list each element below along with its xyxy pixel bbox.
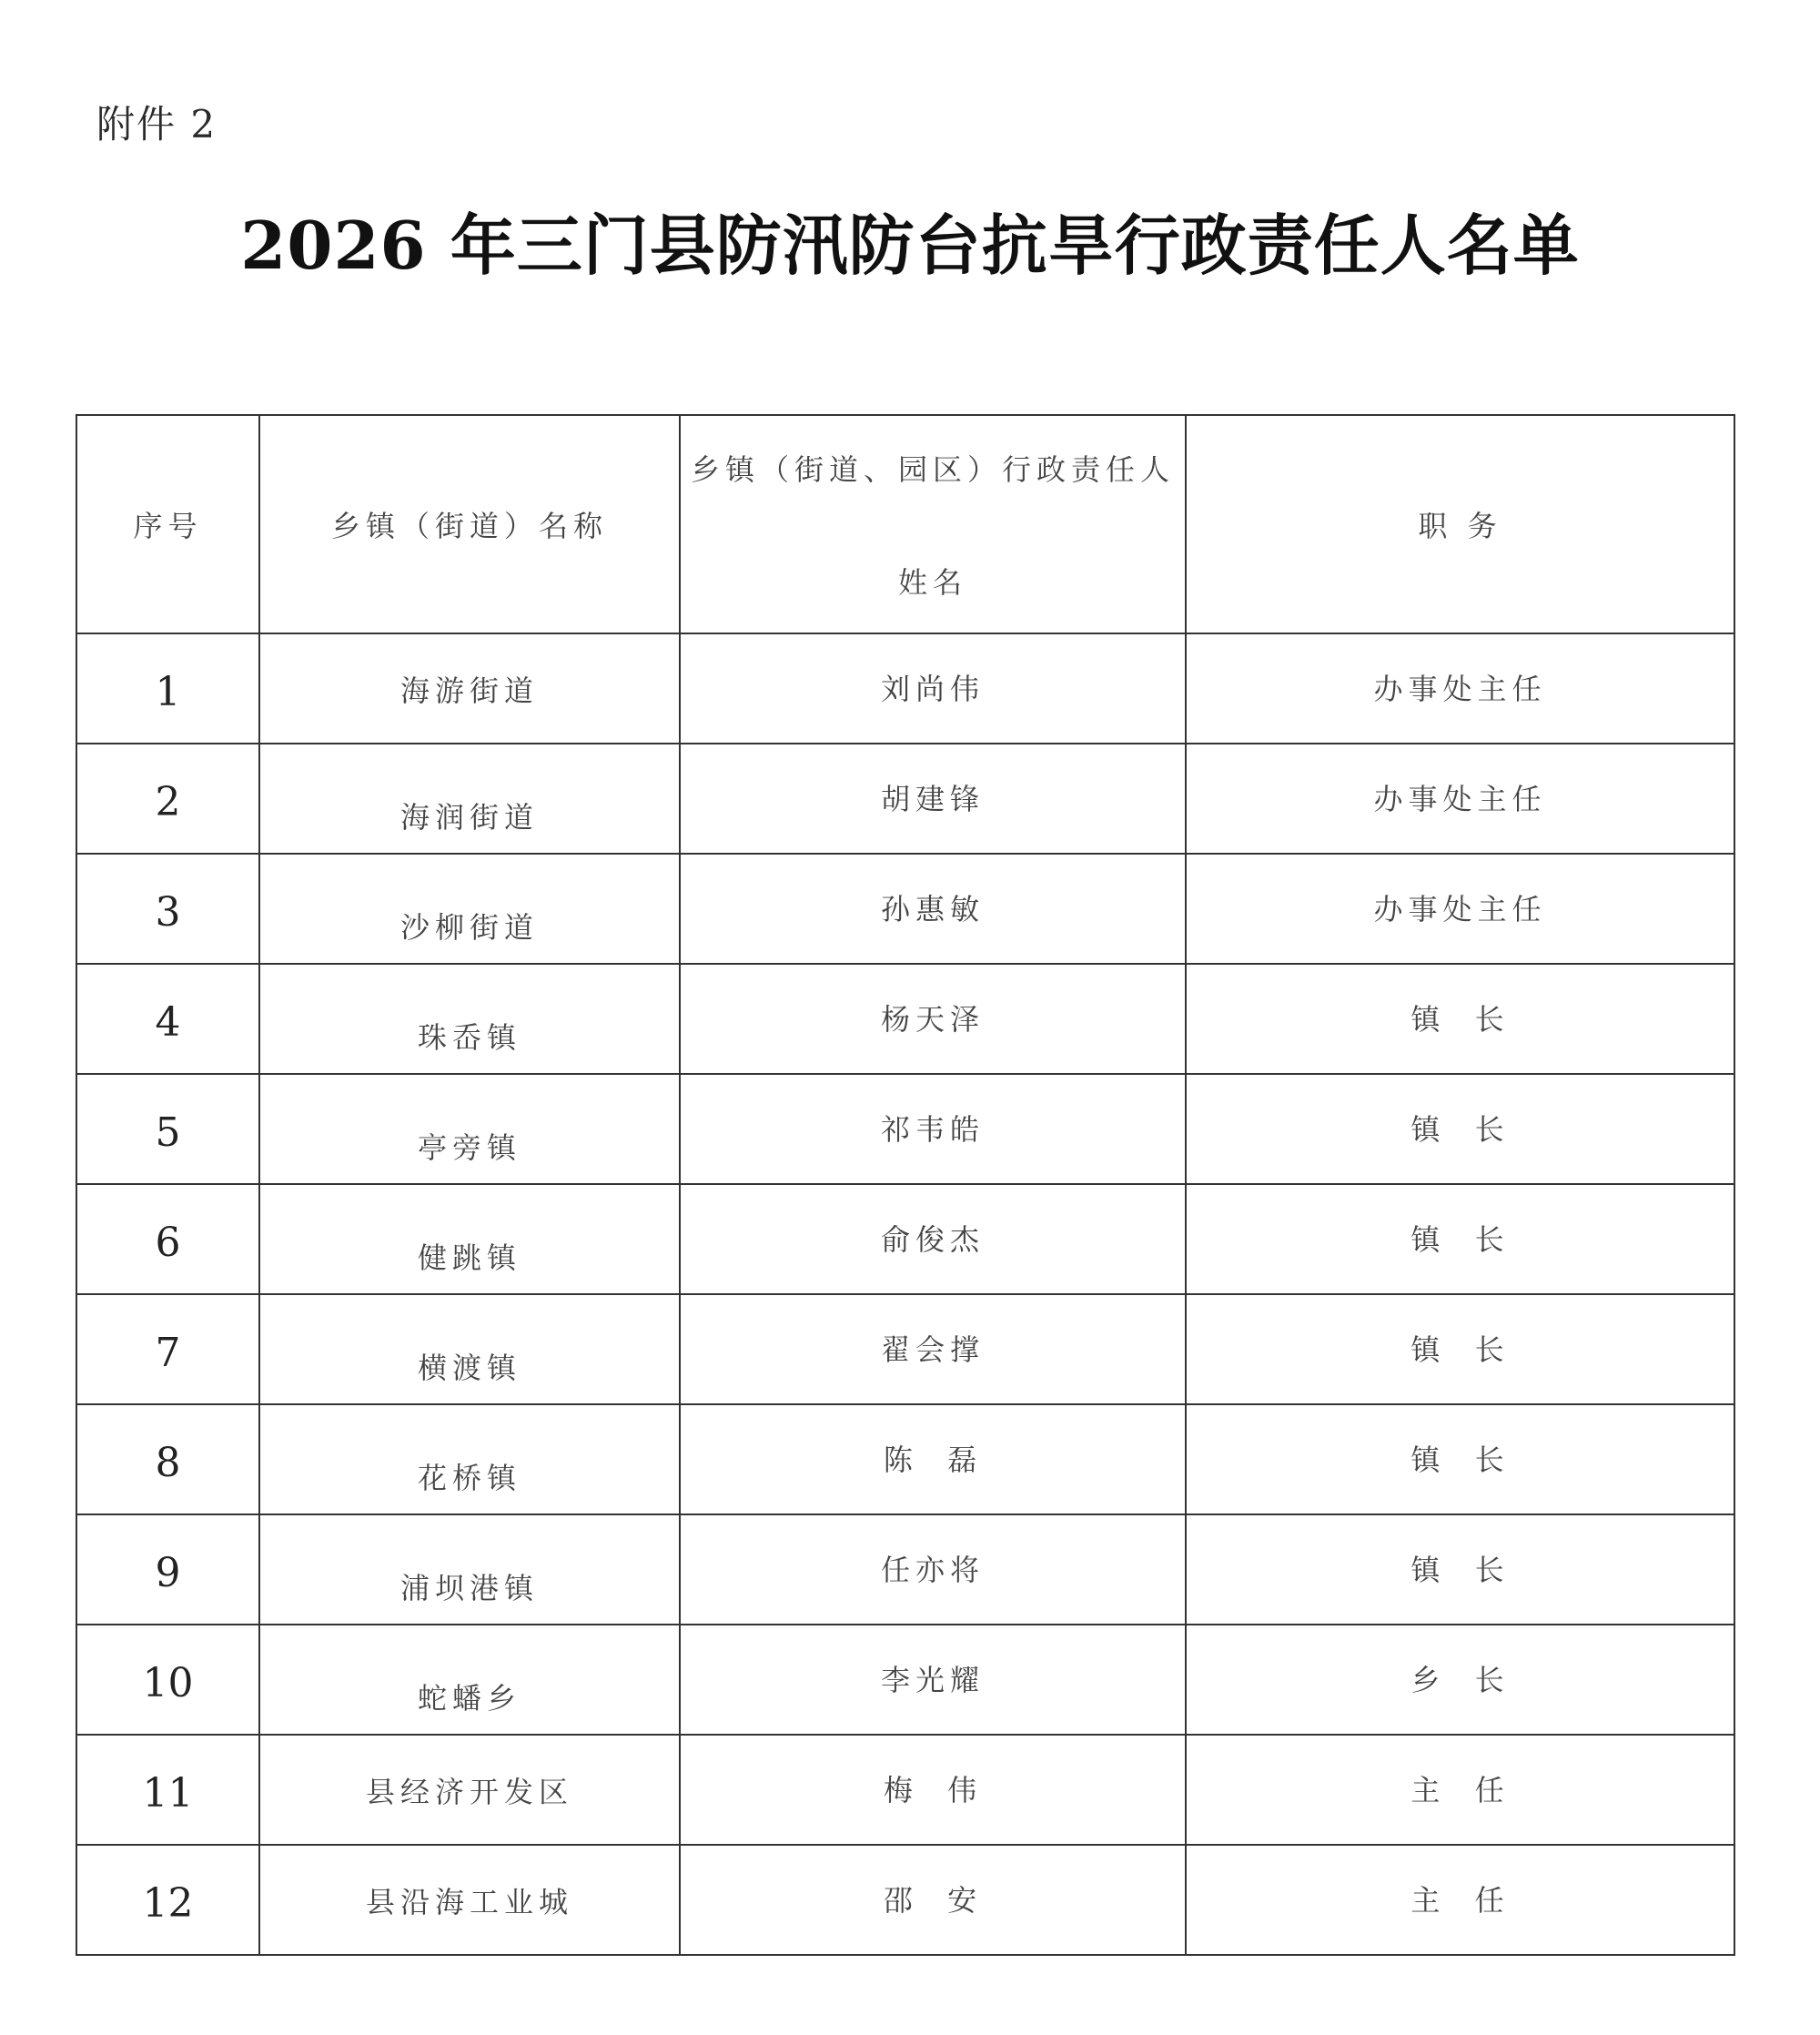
row-town: 浦坝港镇 — [399, 1570, 539, 1605]
row-person-name: 胡建锋 — [880, 781, 985, 816]
row-seq: 7 — [76, 1298, 259, 1408]
document-title: 2026 年三门县防汛防台抗旱行政责任人名单 — [240, 207, 1580, 284]
row-town: 县经济开发区 — [365, 1774, 573, 1809]
row-person-name: 刘尚伟 — [880, 671, 985, 706]
table-row — [76, 1625, 1734, 1735]
row-role: 镇 长 — [1410, 1221, 1510, 1257]
row-person-name: 李光耀 — [880, 1662, 985, 1697]
row-town: 横渡镇 — [417, 1350, 521, 1385]
row-town: 县沿海工业城 — [365, 1884, 573, 1919]
row-person-name: 邵 安 — [883, 1882, 983, 1918]
row-seq: 3 — [76, 857, 259, 967]
row-seq: 5 — [76, 1078, 259, 1188]
table-row — [76, 744, 1734, 854]
table-row — [76, 1735, 1734, 1845]
column-header-person-line2: 姓名 — [897, 565, 967, 600]
row-person-name: 祁韦皓 — [880, 1111, 985, 1147]
row-seq: 6 — [76, 1188, 259, 1298]
table-row — [76, 854, 1734, 964]
row-person-name: 杨天泽 — [880, 1001, 985, 1037]
row-role: 乡 长 — [1410, 1662, 1510, 1697]
row-town: 健跳镇 — [417, 1240, 521, 1275]
row-town: 蛇蟠乡 — [417, 1680, 521, 1716]
row-town: 海游街道 — [399, 673, 539, 708]
table-row — [76, 1074, 1734, 1184]
row-role: 办事处主任 — [1373, 781, 1547, 816]
table-row — [76, 633, 1734, 744]
table-row — [76, 1184, 1734, 1294]
row-seq: 1 — [76, 637, 259, 747]
row-role: 办事处主任 — [1373, 891, 1547, 926]
row-seq: 8 — [76, 1408, 259, 1518]
row-town: 亭旁镇 — [417, 1129, 521, 1165]
row-person-name: 俞俊杰 — [880, 1221, 985, 1257]
column-header-town: 乡镇（街道）名称 — [259, 415, 680, 633]
row-role: 主 任 — [1410, 1772, 1510, 1807]
column-header-person-line1: 乡镇（街道、园区）行政责任人 — [690, 452, 1175, 487]
row-person-name: 梅 伟 — [883, 1772, 983, 1807]
table-header-row — [76, 415, 1734, 633]
attachment-label: 附件 2 — [96, 102, 217, 147]
row-town: 珠岙镇 — [417, 1019, 521, 1055]
row-person-name: 陈 磊 — [883, 1442, 983, 1477]
table-row — [76, 1294, 1734, 1404]
row-person-name: 任亦将 — [880, 1552, 985, 1587]
row-seq: 9 — [76, 1518, 259, 1628]
row-seq: 2 — [76, 747, 259, 857]
table-row — [76, 1845, 1734, 1955]
row-person-name: 翟会撑 — [880, 1331, 985, 1367]
table-row — [76, 964, 1734, 1074]
column-header-person — [680, 415, 1186, 633]
row-seq: 11 — [76, 1738, 259, 1848]
row-town: 海润街道 — [399, 799, 539, 835]
row-seq: 4 — [76, 967, 259, 1078]
row-role: 镇 长 — [1410, 1001, 1510, 1037]
row-person-name: 孙惠敏 — [880, 891, 985, 926]
row-role: 镇 长 — [1410, 1111, 1510, 1147]
row-town: 沙柳街道 — [399, 909, 539, 945]
row-role: 镇 长 — [1410, 1331, 1510, 1367]
responsible-persons-table — [76, 414, 1735, 1956]
row-role: 镇 长 — [1410, 1442, 1510, 1477]
row-seq: 12 — [76, 1848, 259, 1959]
row-town: 花桥镇 — [417, 1460, 521, 1495]
row-role: 办事处主任 — [1373, 671, 1547, 706]
row-role: 镇 长 — [1410, 1552, 1510, 1587]
column-header-role: 职 务 — [1186, 415, 1734, 633]
table-row — [76, 1404, 1734, 1514]
column-header-seq: 序号 — [76, 415, 259, 633]
row-role: 主 任 — [1410, 1882, 1510, 1918]
table-row — [76, 1514, 1734, 1625]
row-seq: 10 — [76, 1628, 259, 1738]
